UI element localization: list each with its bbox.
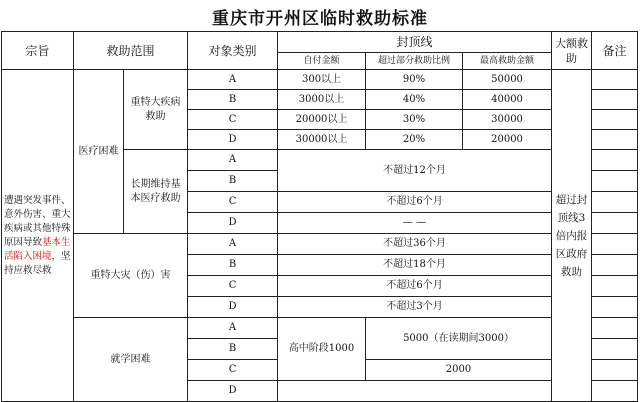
page-title: 重庆市开州区临时救助标准 [212, 9, 428, 29]
class-cell: A [188, 318, 278, 339]
class-cell: B [188, 255, 278, 276]
max-amount-cell: 20000 [463, 130, 552, 150]
class-cell: A [188, 70, 278, 90]
ratio-cell: 20% [366, 130, 463, 150]
remark-cell [592, 339, 638, 360]
purpose-text: 遭遇突发事件、意外伤害、重大疾病或其他特殊原因导致 [4, 194, 71, 248]
ratio-cell: 90% [366, 70, 463, 90]
remark-cell [592, 70, 638, 90]
class-cell: C [188, 360, 278, 381]
scope-medical: 医疗困难 [74, 70, 124, 234]
self-pay-cell: 3000以上 [278, 90, 366, 110]
long-term-ab-limit: 不超过12个月 [278, 150, 552, 192]
class-cell: D [188, 130, 278, 150]
self-pay-cell: 30000以上 [278, 130, 366, 150]
remark-cell [592, 130, 638, 150]
education-c-amount: 2000 [366, 360, 552, 381]
purpose-cell [2, 70, 74, 402]
self-pay-cell: 20000以上 [278, 110, 366, 130]
education-stage: 高中阶段1000 [278, 318, 366, 381]
disaster-limit-cell: 不超过6个月 [278, 276, 552, 297]
purpose-text-end: ，坚持应救尽救 [4, 250, 71, 276]
remark-cell [592, 360, 638, 381]
class-cell: A [188, 150, 278, 171]
remark-cell [592, 381, 638, 402]
remark-cell [592, 192, 638, 213]
long-term-c-limit: 不超过6个月 [278, 192, 552, 213]
max-amount-cell: 50000 [463, 70, 552, 90]
disaster-limit-cell: 不超过36个月 [278, 234, 552, 255]
remark-cell [592, 171, 638, 192]
remark-cell [592, 213, 638, 234]
max-amount-cell: 30000 [463, 110, 552, 130]
class-cell: B [188, 90, 278, 110]
remark-cell [592, 150, 638, 171]
long-term-d-limit: — — [278, 213, 552, 234]
remark-cell [592, 110, 638, 130]
assistance-standard-table [1, 31, 638, 402]
remark-cell [592, 297, 638, 318]
remark-cell [592, 234, 638, 255]
remark-cell [592, 255, 638, 276]
header-max: 最高救助金额 [463, 53, 552, 70]
education-d-amount [278, 381, 552, 402]
class-cell: C [188, 110, 278, 130]
scope-long-term-medical: 长期维持基本医疗救助 [124, 150, 188, 234]
header-remarks: 备注 [592, 32, 638, 70]
class-cell: D [188, 381, 278, 402]
class-cell: D [188, 213, 278, 234]
purpose-highlight: 基本生活陷入困境 [4, 236, 71, 262]
class-cell: B [188, 171, 278, 192]
disaster-limit-cell: 不超过18个月 [278, 255, 552, 276]
header-scope: 救助范围 [74, 32, 188, 70]
remark-cell [592, 276, 638, 297]
header-large-aid: 大额救助 [552, 32, 592, 70]
header-self-pay: 自付金额 [278, 53, 366, 70]
self-pay-cell: 300以上 [278, 70, 366, 90]
header-cap: 封顶线 [278, 32, 552, 53]
large-aid-cell: 超过封顶线3倍内报区政府救助 [552, 70, 592, 402]
class-cell: C [188, 192, 278, 213]
scope-disaster: 重特大灾（伤）害 [74, 234, 188, 318]
max-amount-cell: 40000 [463, 90, 552, 110]
class-cell: B [188, 339, 278, 360]
class-cell: D [188, 297, 278, 318]
header-ratio: 超过部分救助比例 [366, 53, 463, 70]
education-ab-amount: 5000（在读期间3000） [366, 318, 552, 360]
class-cell: C [188, 276, 278, 297]
scope-serious-illness: 重特大疾病救助 [124, 70, 188, 150]
ratio-cell: 30% [366, 110, 463, 130]
ratio-cell: 40% [366, 90, 463, 110]
class-cell: A [188, 234, 278, 255]
remark-cell [592, 90, 638, 110]
disaster-limit-cell: 不超过3个月 [278, 297, 552, 318]
remark-cell [592, 318, 638, 339]
header-class: 对象类别 [188, 32, 278, 70]
header-purpose: 宗旨 [2, 32, 74, 70]
scope-education: 就学困难 [74, 318, 188, 402]
